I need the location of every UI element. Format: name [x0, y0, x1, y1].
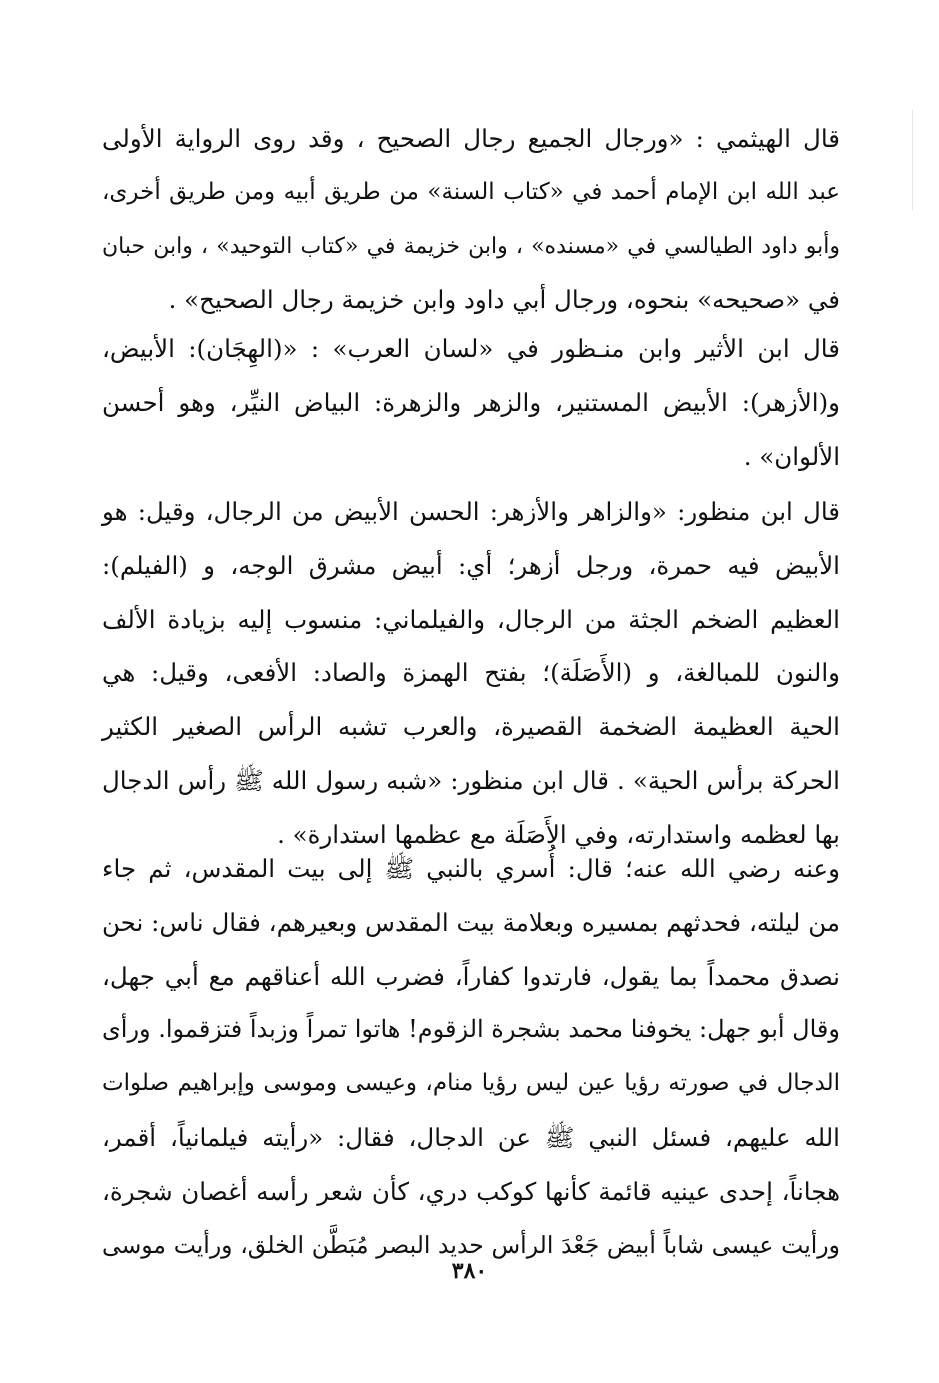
- text-line: هجاناً، إحدى عينيه قائمة كأنها كوكب دري، كأن شعر رأسه أغصان شجرة،: [102, 1176, 840, 1206]
- text-line: نصدق محمداً بما يقول، فارتدوا كفاراً، فضرب الله أعناقهم مع أبي جهل،: [102, 961, 840, 991]
- text-line: الدجال في صورته رؤيا عين ليس رؤيا منام، وعيسى وموسى وإبراهيم صلوات: [102, 1070, 840, 1097]
- scan-edge-line: [912, 110, 913, 210]
- text-line: الأبيض فيه حمرة، ورجل أزهر؛ أي: أبيض مشرق الوجه، و (الفيلم):: [102, 550, 840, 580]
- text-line: وعنه رضي الله عنه؛ قال: أُسري بالنبي ﷺ إلى بيت المقدس، ثم جاء: [102, 854, 840, 883]
- text-line: الألوان» .: [743, 441, 840, 471]
- paragraph-ibn-athir: [102, 322, 840, 483]
- text-line: الحية العظيمة الضخمة القصيرة، والعرب تشبه الرأس الصغير الكثير: [102, 712, 840, 742]
- text-line: قال ابن منظور: «والزاهر والأزهر: الحسن الأبيض من الرجال، وقيل: هو: [102, 497, 840, 526]
- text-line: قال ابن الأثير وابن منـظور في «لسان العرب» : «(الهِجَان): الأبيض،: [102, 334, 840, 363]
- text-line: ورأيت عيسى شاباً أبيض جَعْدَ الرأس حديد البصر مُبَطَّن الخلق، ورأيت موسى: [102, 1230, 840, 1259]
- page-number: ٣٨٠: [451, 1258, 488, 1284]
- text-line: الله عليهم، فسئل النبي ﷺ عن الدجال، فقال: «رأيته فيلمانياً، أقمر،: [102, 1122, 840, 1152]
- text-line: عبد الله ابن الإمام أحمد في «كتاب السنة» من طريق أبيه ومن طريق أخرى،: [102, 178, 840, 205]
- text-line: من ليلته، فحدثهم بمسيره وبعلامة بيت المقدس وبعيرهم، فقال ناس: نحن: [102, 907, 840, 937]
- paragraph-haythami: [102, 112, 840, 327]
- text-line: و(الأزهر): الأبيض المستنير، والزهر والزهرة: البياض النيِّر، وهو أحسن: [102, 387, 840, 417]
- text-line: في «صحيحه» بنحوه، ورجال أبي داود وابن خزيمة رجال الصحيح» .: [168, 285, 840, 315]
- text-line: وأبو داود الطيالسي في «مسنده» ، وابن خزيمة في «كتاب التوحيد» ، وابن حبان: [102, 233, 840, 259]
- text-line: والنون للمبالغة، و (الأَصَلَة)؛ بفتح الهمزة والصاد: الأفعى، وقيل: هي: [102, 658, 840, 688]
- text-line: وقال أبو جهل: يخوفنا محمد بشجرة الزقوم! هاتوا تمراً وزبداً فتزقموا. ورأى: [102, 1015, 840, 1044]
- text-line: العظيم الضخم الجثة من الرجال، والفيلماني: منسوب إليه بزيادة الألف: [102, 604, 840, 634]
- paragraph-hadith: [102, 842, 840, 1272]
- text-line: بها لعظمه واستدارته، وفي الأَصَلَة مع عظمها استدارة» .: [277, 819, 840, 849]
- text-line: قال الهيثمي : «ورجال الجميع رجال الصحيح ، وقد روى الرواية الأولى: [102, 124, 840, 153]
- paragraph-ibn-manzur: [102, 485, 840, 862]
- text-line: الحركة برأس الحية» . قال ابن منظور: «شبه رسول الله ﷺ رأس الدجال: [102, 765, 840, 795]
